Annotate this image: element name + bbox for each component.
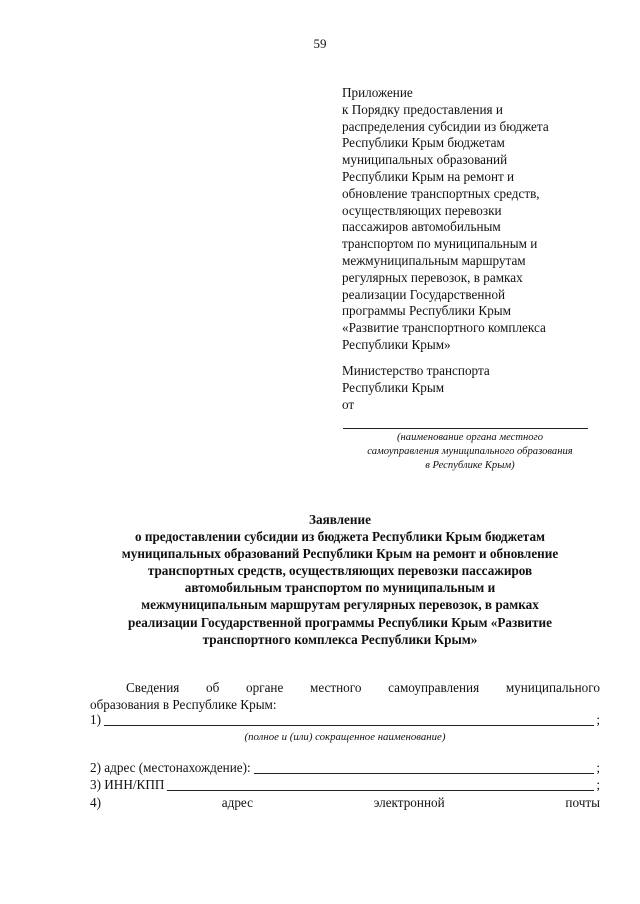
appendix-line: транспортом по муниципальным и: [342, 236, 538, 252]
field-email-row: [90, 795, 600, 811]
addressee-line: Республики Крым: [342, 379, 445, 395]
sender-caption-line: самоуправления муниципального образования: [367, 446, 573, 458]
appendix-line: обновление транспортных средств,: [342, 185, 540, 201]
field-name-line[interactable]: [104, 713, 594, 726]
field-email-word: электронной: [373, 795, 445, 810]
appendix-line: Приложение: [342, 85, 413, 100]
field-address-end: ;: [596, 760, 600, 775]
page-number: 59: [313, 36, 327, 51]
field-name-end: ;: [596, 712, 600, 727]
field-email-word: почты: [565, 795, 600, 810]
field-email-word: адрес: [221, 795, 253, 810]
statement-line: муниципальных образований Республики Крым на ремонт и обновление: [121, 546, 559, 562]
statement-line: межмуниципальным маршрутам регулярных перевозок, в рамках: [141, 597, 539, 613]
field-inn-label: 3) ИНН/КПП: [90, 777, 165, 792]
field-address-label: 2) адрес (местонахождение):: [90, 760, 251, 775]
intro-word: самоуправления: [388, 680, 480, 695]
statement-line: транспортных средств, осуществляющих перевозки пассажиров: [147, 563, 533, 579]
intro-word: Сведения: [126, 680, 180, 695]
sender-caption-line: (наименование органа местного: [396, 432, 543, 443]
field-name-row: [90, 712, 600, 728]
field-inn-end: ;: [596, 777, 600, 792]
appendix-line: Республики Крым»: [342, 336, 451, 352]
appendix-line: Республики Крым на ремонт и: [342, 168, 515, 184]
appendix-line: пассажиров автомобильным: [342, 219, 501, 235]
appendix-line: осуществляющих перевозки: [342, 202, 502, 218]
intro-word: органе: [245, 680, 284, 695]
statement-line: о предоставлении субсидии из бюджета Республики Крым бюджетам: [134, 529, 546, 545]
field-inn-row: [90, 777, 600, 793]
appendix-line: распределения субсидии из бюджета: [342, 118, 549, 134]
addressee-block: [342, 363, 612, 413]
appendix-block: [342, 85, 612, 354]
intro-paragraph: [90, 680, 600, 713]
field-email-word: 4): [90, 795, 101, 810]
appendix-line: муниципальных образований: [342, 152, 508, 168]
intro-first-line: [90, 680, 600, 697]
statement-title: Заявление: [309, 512, 371, 527]
statement-line: транспортного комплекса Республики Крым»: [202, 631, 478, 647]
field-name-label: 1): [90, 712, 101, 727]
appendix-line: программы Республики Крым: [342, 303, 511, 319]
statement-line: реализации Государственной программы Республики Крым «Развитие: [128, 614, 552, 630]
sender-caption-line: в Республике Крым): [425, 460, 515, 472]
field-address-row: [90, 760, 600, 776]
appendix-line: регулярных перевозок, в рамках: [342, 269, 523, 285]
field-address-line[interactable]: [254, 761, 595, 774]
intro-word: местного: [309, 680, 362, 695]
intro-second-line: образования в Республике Крым:: [90, 696, 277, 712]
sender-signature-line: [343, 428, 588, 429]
statement-heading: [70, 511, 610, 648]
appendix-line: к Порядку предоставления и: [342, 101, 503, 117]
intro-word: муниципального: [505, 680, 600, 695]
field-name-caption: (полное и (или) сокращенное наименование): [244, 731, 446, 743]
addressee-line: Министерство транспорта: [342, 363, 490, 378]
addressee-line: от: [342, 396, 355, 412]
appendix-line: реализации Государственной: [342, 286, 506, 302]
intro-word: об: [206, 680, 220, 695]
statement-line: автомобильным транспортом по муниципальным и: [184, 580, 496, 596]
appendix-line: межмуниципальным маршрутам: [342, 252, 526, 268]
appendix-line: «Развитие транспортного комплекса: [342, 320, 546, 336]
field-inn-line[interactable]: [167, 778, 594, 791]
sender-caption: [330, 431, 610, 474]
appendix-line: Республики Крым бюджетам: [342, 135, 505, 151]
